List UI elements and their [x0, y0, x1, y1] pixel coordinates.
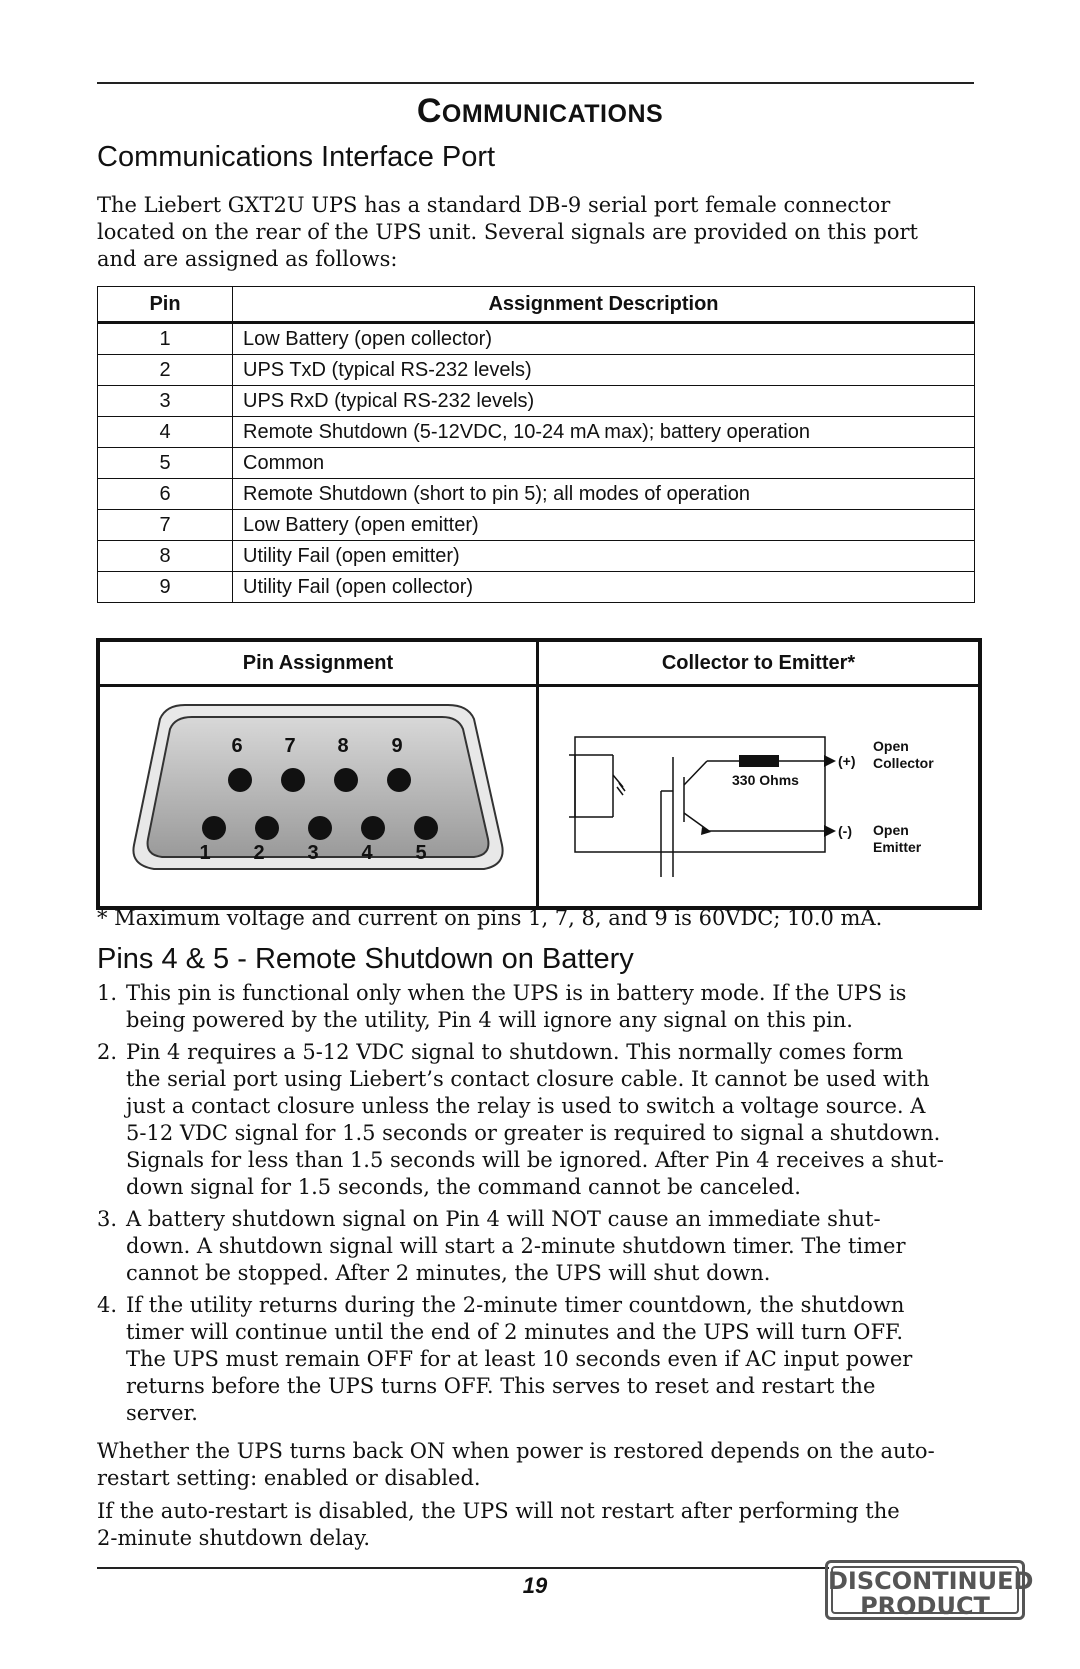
- pin-number: 9: [98, 572, 233, 603]
- pin-description: UPS TxD (typical RS-232 levels): [233, 355, 975, 386]
- footnote: * Maximum voltage and current on pins 1, 7, 8, and 9 is 60VDC; 10.0 mA.: [97, 906, 883, 930]
- collector-emitter-circuit: [539, 687, 978, 906]
- db9-connector-illustration: [100, 687, 536, 906]
- resistor-label: 330 Ohms: [732, 772, 799, 788]
- pin-hole: [281, 768, 305, 792]
- table-row: [98, 323, 975, 355]
- pin-description: Low Battery (open collector): [233, 323, 975, 355]
- table-row: [98, 510, 975, 541]
- pin-description: Common: [233, 448, 975, 479]
- pin-description: Utility Fail (open collector): [233, 572, 975, 603]
- list-item-number: 1.: [97, 981, 118, 1005]
- auto-restart-disabled-paragraph: If the auto-restart is disabled, the UPS will not restart after performing the 2-minute shutdown delay.: [97, 1499, 900, 1550]
- pin-label-top: 6: [231, 735, 243, 757]
- open-emitter-label: Open: [873, 822, 909, 838]
- open-emitter-label: Emitter: [873, 839, 922, 855]
- pin-hole: [228, 768, 252, 792]
- list-item: 1. This pin is functional only when the UPS is in battery mode. If the UPS is being powered by the utility, Pin 4 will ignore any signal on this pin.: [97, 981, 907, 1032]
- column-header-description: Assignment Description: [233, 287, 975, 323]
- page-section-title: COMMUNICATIONS: [416, 92, 664, 130]
- pin-label-bottom: 2: [253, 842, 265, 864]
- pin-number: 5: [98, 448, 233, 479]
- pin-hole: [255, 816, 279, 840]
- list-item: 2. Pin 4 requires a 5-12 VDC signal to shutdown. This normally comes form the serial port using Liebert’s contact closure cable. It cannot be used with just a contact closure unless the relay is used to switch a voltage source. A 5-12 VDC signal for 1.5 seconds or greater is required to signal a shutdown. Signals for less than 1.5 seconds will be ignored. After Pin 4 receives a shut- down signal for 1.5 seconds, the command cannot be canceled.: [97, 1040, 944, 1199]
- minus-label: (-): [838, 823, 852, 839]
- pin-description: Low Battery (open emitter): [233, 510, 975, 541]
- pin-number: 1: [98, 323, 233, 355]
- pin-label-top: 8: [337, 735, 349, 757]
- top-rule: [97, 82, 974, 84]
- column-header-pin: Pin: [98, 287, 233, 323]
- pin-number: 4: [98, 417, 233, 448]
- pin-assignment-heading: Pin Assignment: [242, 652, 394, 674]
- table-row: [98, 417, 975, 448]
- list-item: 3. A battery shutdown signal on Pin 4 will NOT cause an immediate shut- down. A shutdown signal will start a 2-minute shutdown timer. The timer cannot be stopped. After 2 minutes, the UPS will shut down.: [97, 1207, 906, 1285]
- pin-number: 2: [98, 355, 233, 386]
- pin-hole: [387, 768, 411, 792]
- pin-hole: [202, 816, 226, 840]
- pin-label-top: 7: [284, 735, 296, 757]
- pin-hole: [308, 816, 332, 840]
- pin-number: 7: [98, 510, 233, 541]
- plus-terminal-arrow: [824, 755, 836, 767]
- pin-hole: [414, 816, 438, 840]
- pin-hole: [361, 816, 385, 840]
- pin-assignment-table: [97, 286, 975, 603]
- pin-label-bottom: 3: [307, 842, 319, 864]
- shutdown-steps-list: [97, 980, 982, 1432]
- minus-terminal-arrow: [824, 825, 836, 837]
- connector-diagram-box: [96, 638, 982, 910]
- communications-interface-heading: Communications Interface Port: [97, 141, 496, 173]
- list-item-number: 4.: [97, 1293, 118, 1317]
- list-item-number: 3.: [97, 1207, 118, 1231]
- pin-number: 6: [98, 479, 233, 510]
- table-row: [98, 541, 975, 572]
- pin-hole: [334, 768, 358, 792]
- table-row: [98, 386, 975, 417]
- open-collector-label: Open: [873, 738, 909, 754]
- pin-description: Remote Shutdown (5-12VDC, 10-24 mA max); battery operation: [233, 417, 975, 448]
- pin-number: 8: [98, 541, 233, 572]
- discontinued-product-stamp: DISCONTINUED PRODUCT: [825, 1560, 1025, 1620]
- list-item-number: 2.: [97, 1040, 118, 1064]
- pin-description: UPS RxD (typical RS-232 levels): [233, 386, 975, 417]
- plus-label: (+): [838, 753, 856, 769]
- pin-description: Remote Shutdown (short to pin 5); all modes of operation: [233, 479, 975, 510]
- remote-shutdown-heading: Pins 4 & 5 - Remote Shutdown on Battery: [97, 943, 634, 975]
- table-row: [98, 479, 975, 510]
- page-number: 19: [522, 1573, 548, 1598]
- pin-label-top: 9: [391, 735, 403, 757]
- auto-restart-paragraph: Whether the UPS turns back ON when power is restored depends on the auto- restart setting: enabled or disabled.: [97, 1439, 935, 1490]
- table-row: [98, 572, 975, 603]
- bottom-rule: [97, 1567, 829, 1569]
- open-collector-label: Collector: [873, 755, 934, 771]
- resistor-symbol: [739, 755, 779, 767]
- pin-number: 3: [98, 386, 233, 417]
- pin-description: Utility Fail (open emitter): [233, 541, 975, 572]
- table-row: [98, 355, 975, 386]
- intro-paragraph: The Liebert GXT2U UPS has a standard DB-9 serial port female connector located on the rear of the UPS unit. Several signals are provided on this port and are assigned as follows:: [97, 193, 918, 271]
- pin-label-bottom: 4: [361, 842, 373, 864]
- list-item: 4. If the utility returns during the 2-minute timer countdown, the shutdown timer will continue until the end of 2 minutes and the UPS will turn OFF. The UPS must remain OFF for at least 10 seconds even if AC input power returns before the UPS turns OFF. This serves to reset and restart the server.: [97, 1293, 913, 1425]
- table-header-row: [98, 287, 975, 323]
- pin-label-bottom: 1: [199, 842, 211, 864]
- collector-emitter-heading: Collector to Emitter*: [661, 652, 856, 674]
- pin-label-bottom: 5: [415, 842, 427, 864]
- table-row: [98, 448, 975, 479]
